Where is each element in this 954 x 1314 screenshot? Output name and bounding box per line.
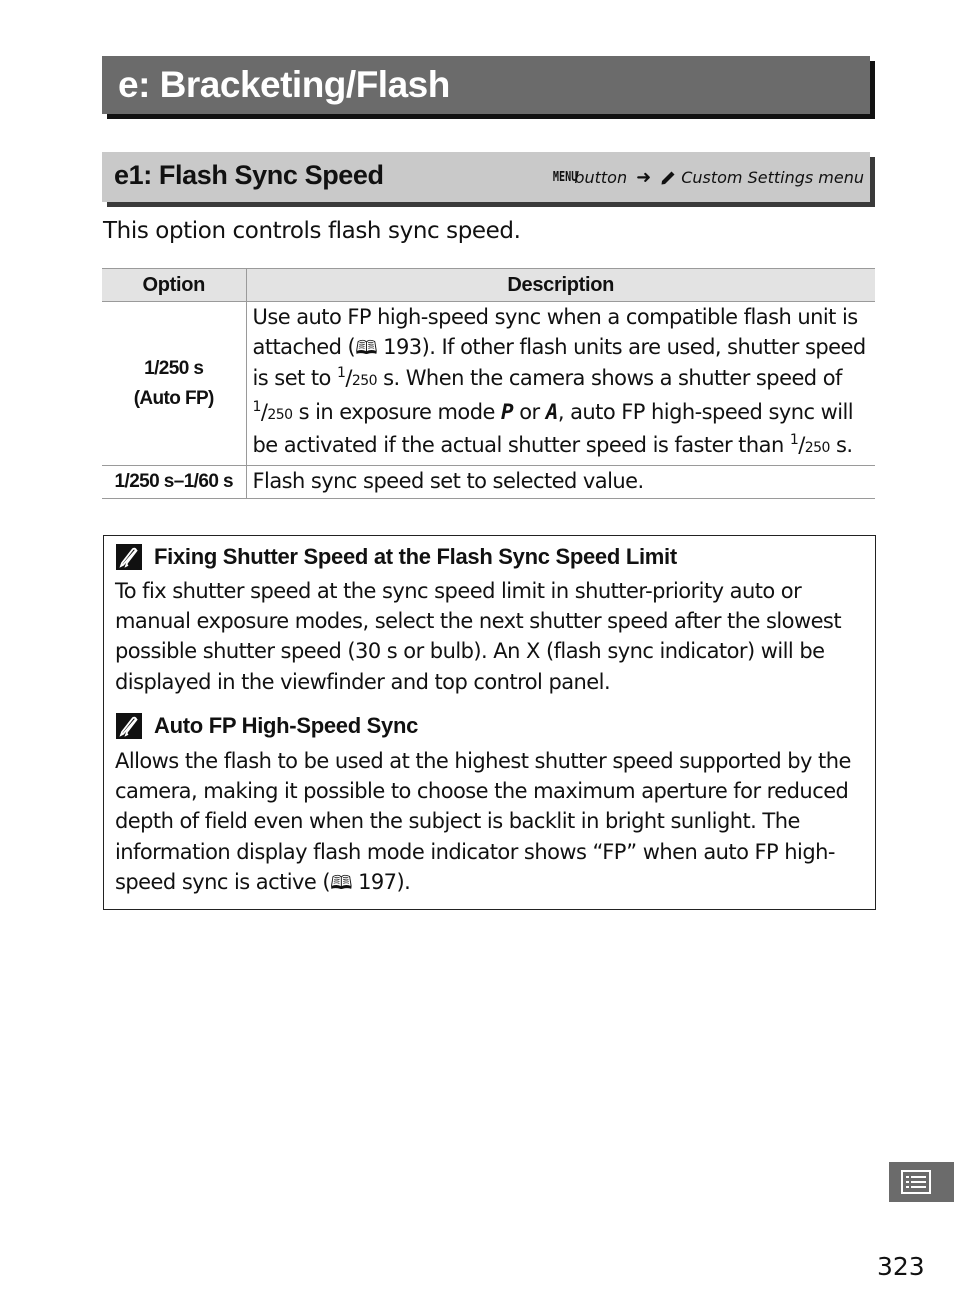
page-number: 323 xyxy=(877,1252,925,1281)
option-value: 1/250 s xyxy=(144,357,204,379)
option-cell xyxy=(102,302,246,466)
book-icon: 🕮 xyxy=(355,337,378,360)
description-cell: Flash sync speed set to selected value. xyxy=(246,466,875,499)
desc-text: s in exposure mode xyxy=(292,399,501,424)
option-cell: 1/250 s–1/60 s xyxy=(102,466,246,499)
desc-text: or xyxy=(513,399,546,424)
fraction-numerator: 1 xyxy=(789,431,799,448)
fraction-numerator: 1 xyxy=(336,365,346,382)
fraction-denominator: 250 xyxy=(804,439,830,456)
fraction-denominator: 250 xyxy=(267,406,293,423)
table-row xyxy=(102,466,875,499)
menu-path-button: button xyxy=(574,168,628,187)
note-heading xyxy=(116,713,418,739)
options-table xyxy=(102,268,875,499)
table-row xyxy=(102,302,875,466)
option-subvalue: (Auto FP) xyxy=(133,387,214,409)
pencil-note-icon xyxy=(116,544,142,570)
notes-box xyxy=(103,535,876,910)
side-tab[interactable] xyxy=(889,1162,954,1202)
note-heading xyxy=(116,544,677,570)
desc-text: s. xyxy=(829,432,853,457)
note-title: Fixing Shutter Speed at the Flash Sync Speed Limit xyxy=(154,544,677,569)
header-option: Option xyxy=(102,269,246,302)
description-cell: Use auto FP high-speed sync when a compatible flash unit is attached (🕮 193). If other flash units are used, shutter speed is set to $^1$/250 s. When the camera shows a shutter speed of $^1$/250 s in exposure mode P or A, auto FP high-speed sync will be activated if the actual shutter speed is faster than $^1$/250 s. xyxy=(246,302,875,466)
note-body xyxy=(115,746,865,898)
chapter-banner xyxy=(102,56,870,114)
mode-a-icon: A xyxy=(545,399,558,424)
note-text: 197). xyxy=(351,869,411,894)
note-title: Auto FP High-Speed Sync xyxy=(154,713,419,738)
fraction-numerator: 1 xyxy=(252,398,261,415)
note-text: Allows the flash to be used at the highest shutter speed supported by the camera, making it possible to choose the maximum aperture for reduced depth of field even when the subject is backlit in bright sunlight. The information display flash mode indicator shows “FP” when auto FP high-speed sync is active ( xyxy=(115,749,851,894)
menu-list-icon xyxy=(901,1170,931,1194)
fraction-denominator: 250 xyxy=(351,373,377,390)
intro-text: This option controls flash sync speed. xyxy=(103,218,521,244)
table-header-row xyxy=(102,269,875,302)
desc-text: , auto FP high-speed sync will be activated if the actual shutter speed is faster than xyxy=(252,399,854,457)
chapter-title: e: Bracketing/Flash xyxy=(118,64,450,105)
arrow-right-icon: ➜ xyxy=(636,167,652,188)
book-icon: 🕮 xyxy=(330,871,352,894)
menu-path-custom-settings: Custom Settings menu xyxy=(681,168,864,187)
menu-path xyxy=(546,167,864,188)
section-header xyxy=(102,152,870,202)
desc-text: s. When the camera shows a shutter speed of xyxy=(376,366,842,391)
section-title: e1: Flash Sync Speed xyxy=(114,160,384,190)
mode-p-icon: P xyxy=(501,399,514,424)
pencil-icon xyxy=(660,170,676,186)
menu-key-label: MENU xyxy=(552,170,578,185)
header-description: Description xyxy=(246,269,875,302)
note-body: To fix shutter speed at the sync speed limit in shutter-priority auto or manual exposure modes, select the next shutter speed after the slowest possible shutter speed (30 s or bulb). An X (flash sync indicator) will be displayed in the viewfinder and top control panel. xyxy=(115,579,842,694)
desc-text: Use auto FP high-speed sync when a compatible flash unit is attached ( xyxy=(252,305,858,360)
desc-text: 193). If other flash units are used, shutter speed is set to xyxy=(252,335,866,391)
pencil-note-icon xyxy=(116,713,142,739)
